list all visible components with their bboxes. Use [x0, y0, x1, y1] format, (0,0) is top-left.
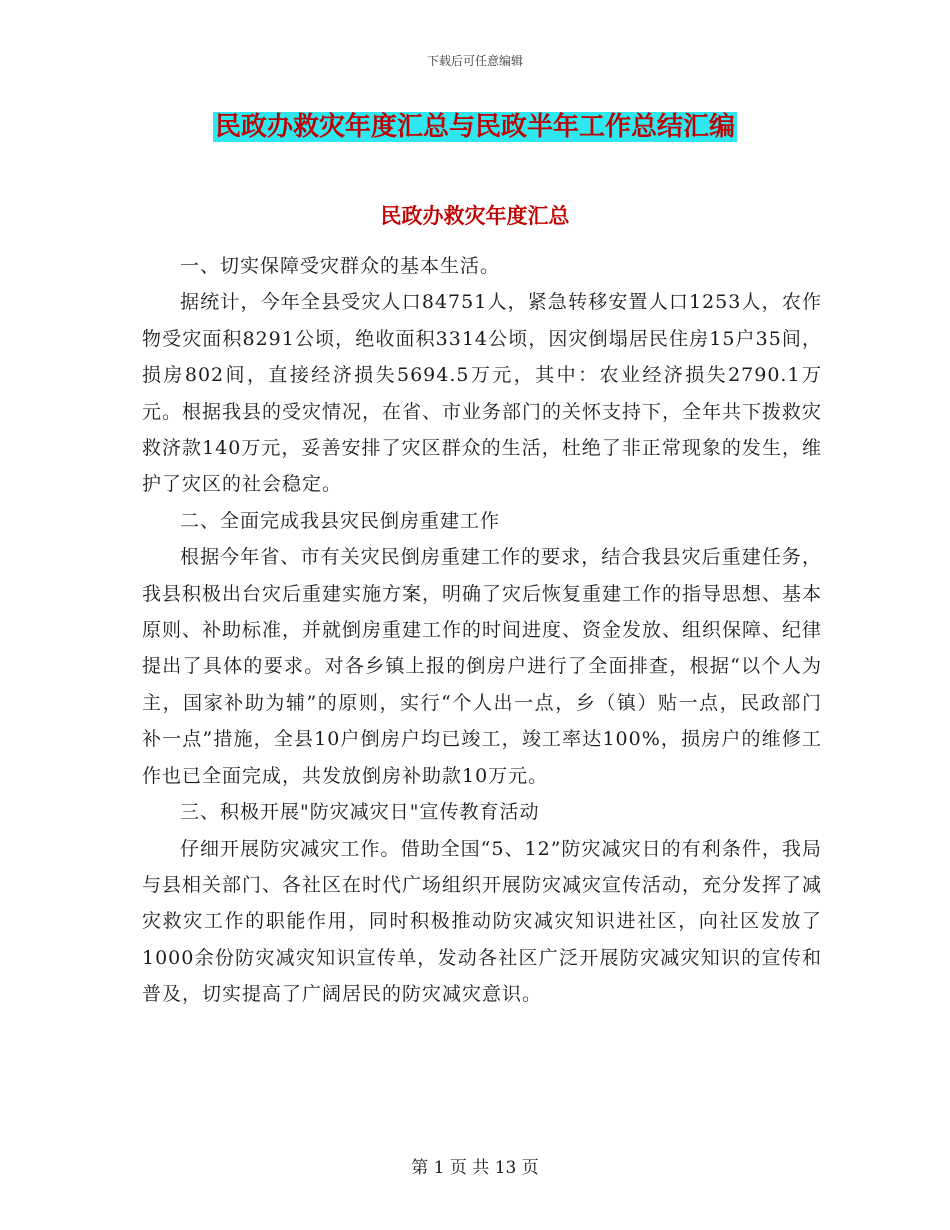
- section-title: 民政办救灾年度汇总: [380, 203, 570, 228]
- paragraph-disaster-prevention: 仔细开展防灾减灾工作。借助全国“5、12”防灾减灾日的有利条件，我局与县相关部门、各社区在时代广场组织开展防灾减灾宣传活动，充分发挥了减灾救灾工作的职能作用，同时积极推动防灾减灾知识进社区，向社区发放了1000余份防灾减灾知识宣传单，发动各社区广泛开展防灾减灾知识的宣传和普及，切实提高了广阔居民的防灾减灾意识。: [142, 837, 823, 1006]
- paragraph-house-rebuilding: 根据今年省、市有关灾民倒房重建工作的要求，结合我县灾后重建任务，我县积极出台灾后重建实施方案，明确了灾后恢复重建工作的指导思想、基本原则、补助标准，并就倒房重建工作的时间进度、资金发放、组织保障、纪律提出了具体的要求。对各乡镇上报的倒房户进行了全面排查，根据“以个人为主，国家补助为辅”的原则，实行“个人出一点，乡（镇）贴一点，民政部门补一点”措施，全县10户倒房户均已竣工，竣工率达100%，损房户的维修工作也已全面完成，共发放倒房补助款10万元。: [142, 546, 823, 787]
- document-title-text: 民政办救灾年度汇总与民政半年工作总结汇编: [214, 112, 735, 142]
- heading-house-rebuilding: 二、全面完成我县灾民倒房重建工作: [180, 509, 501, 532]
- header-note: 下载后可任意编辑: [426, 54, 523, 68]
- document-title: [0, 110, 950, 144]
- heading-disaster-prevention-day: 三、积极开展"防灾减灾日"宣传教育活动: [180, 801, 540, 824]
- paragraph-disaster-statistics: 据统计，今年全县受灾人口84751人，紧急转移安置人口1253人，农作物受灾面积8291公顷，绝收面积3314公顷，因灾倒塌居民住房15户35间，损房802间，直接经济损失5694.5万元，其中：农业经济损失2790.1万元。根据我县的受灾情况，在省、市业务部门的关怀支持下，全年共下拨救灾救济款140万元，妥善安排了灾区群众的生活，杜绝了非正常现象的发生，维护了灾区的社会稳定。: [142, 291, 823, 496]
- document-body: [142, 248, 822, 1013]
- heading-basic-livelihood: 一、切实保障受灾群众的基本生活。: [180, 255, 501, 277]
- page-number-footer: 第 1 页 共 13 页: [411, 1158, 539, 1178]
